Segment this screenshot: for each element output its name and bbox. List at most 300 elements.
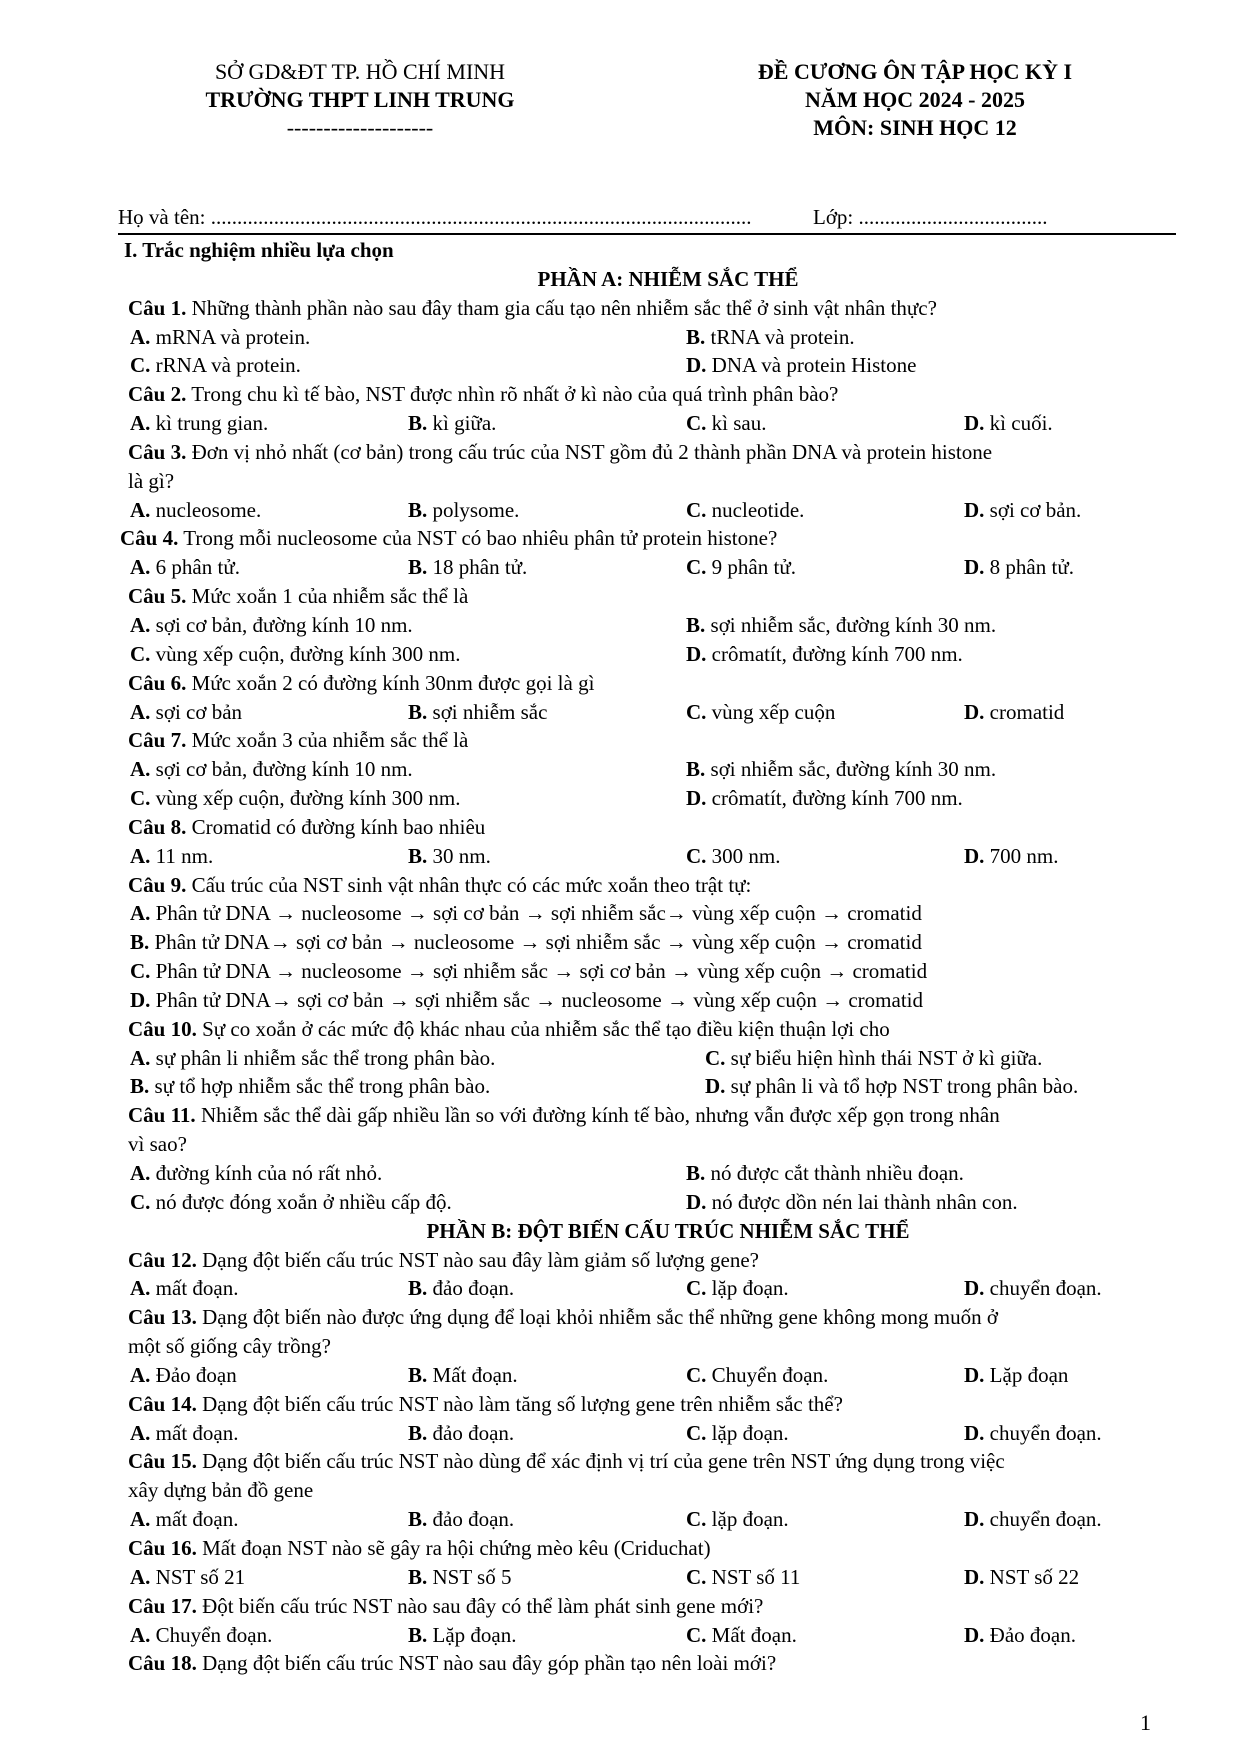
question-number: Câu 16. — [128, 1535, 197, 1560]
answer-option[interactable] — [130, 1159, 382, 1188]
option-letter: B. — [408, 1276, 428, 1301]
option-text: sự phân li nhiễm sắc thể trong phân bào. — [150, 1045, 496, 1070]
option-letter: A. — [130, 1420, 151, 1445]
header-left — [145, 58, 575, 142]
question-text: Trong chu kì tế bào, NST được nhìn rõ nhất ở kì nào của quá trình phân bào? — [186, 382, 839, 407]
option-text: nucleotide. — [706, 497, 805, 522]
question-number: Câu 9. — [128, 872, 187, 897]
document-title: ĐỀ CƯƠNG ÔN TẬP HỌC KỲ I — [757, 59, 1073, 84]
question-text-continued: xây dựng bản đồ gene — [128, 1478, 314, 1503]
option-text: mất đoạn. — [150, 1420, 239, 1445]
option-text: NST số 21 — [150, 1564, 246, 1589]
option-text: Phân tử DNA→ sợi cơ bản → sợi nhiễm sắc → nucleosome → vùng xếp cuộn → cromatid — [150, 987, 923, 1012]
question-stem — [118, 813, 1178, 842]
question-number: Câu 7. — [128, 728, 187, 753]
option-letter: D. — [964, 497, 985, 522]
option-text: 30 nm. — [427, 843, 491, 868]
question-stem — [118, 438, 1178, 467]
option-letter: D. — [964, 843, 985, 868]
option-text: đảo đoạn. — [427, 1276, 515, 1301]
answer-option[interactable] — [408, 1274, 514, 1303]
option-letter: B. — [408, 411, 428, 436]
option-letter: A. — [130, 1507, 151, 1532]
answer-option[interactable] — [130, 1072, 490, 1101]
question-text: Dạng đột biến cấu trúc NST nào sau đây làm giảm số lượng gene? — [196, 1247, 759, 1272]
option-letter: C. — [686, 1420, 707, 1445]
answer-option[interactable] — [686, 1505, 789, 1534]
option-letter: B. — [408, 1622, 428, 1647]
option-text: vùng xếp cuộn, đường kính 300 nm. — [150, 641, 461, 666]
question-text: Dạng đột biến cấu trúc NST nào dùng để xác định vị trí của gene trên NST ứng dụng trong việc — [196, 1449, 1005, 1474]
option-text: polysome. — [427, 497, 520, 522]
question-number: Câu 4. — [120, 526, 179, 551]
option-text: mRNA và protein. — [150, 324, 311, 349]
answer-option[interactable] — [408, 842, 491, 871]
answer-option[interactable] — [130, 986, 923, 1015]
option-text: đảo đoạn. — [427, 1420, 515, 1445]
answer-option[interactable] — [130, 698, 242, 727]
answer-option[interactable] — [130, 640, 460, 669]
header-right — [680, 58, 1150, 142]
question-stem — [118, 524, 1178, 553]
option-letter: C. — [130, 353, 151, 378]
answer-option[interactable] — [964, 1419, 1102, 1448]
option-text: đảo đoạn. — [427, 1507, 515, 1532]
option-text: Đảo đoạn — [150, 1362, 237, 1387]
question-stem — [118, 871, 1178, 900]
answer-option[interactable] — [130, 928, 922, 957]
option-text: Mất đoạn. — [706, 1622, 797, 1647]
question-stem — [118, 726, 1178, 755]
option-text: kì trung gian. — [150, 411, 269, 436]
question-stem — [118, 1101, 1178, 1130]
answer-option[interactable] — [408, 1505, 514, 1534]
option-letter: D. — [964, 1362, 985, 1387]
option-letter: C. — [686, 699, 707, 724]
option-letter: D. — [964, 1276, 985, 1301]
option-letter: B. — [686, 1161, 706, 1185]
option-letter: D. — [686, 353, 707, 378]
option-text: 18 phân tử. — [427, 555, 528, 580]
question-stem — [118, 380, 1178, 409]
option-letter: A. — [130, 757, 151, 782]
question-stem — [118, 1246, 1178, 1275]
section-title: I. Trắc nghiệm nhiều lựa chọn — [124, 238, 394, 262]
option-text: vùng xếp cuộn — [706, 699, 836, 724]
answer-option[interactable] — [130, 1188, 452, 1217]
option-text: crômatít, đường kính 700 nm. — [706, 641, 963, 666]
school-year: NĂM HỌC 2024 - 2025 — [805, 87, 1025, 112]
question-stem — [118, 1015, 1178, 1044]
answer-options-row — [118, 986, 1178, 1015]
answer-option[interactable] — [705, 1072, 1078, 1101]
question-text: Đột biến cấu trúc NST nào sau đây có thể làm phát sinh gene mới? — [196, 1593, 764, 1618]
part-heading: PHẦN A: NHIỄM SẮC THỂ — [537, 266, 799, 291]
question-stem — [118, 582, 1178, 611]
option-letter: A. — [130, 1161, 151, 1185]
answer-options-row — [118, 1419, 1178, 1448]
answer-options-row — [118, 899, 1178, 928]
option-letter: C. — [686, 411, 707, 436]
option-text: nó được dồn nén lai thành nhân con. — [706, 1189, 1018, 1214]
answer-option[interactable] — [130, 351, 301, 380]
option-letter: D. — [964, 1420, 985, 1445]
option-text: 11 nm. — [150, 843, 214, 868]
option-text: nó được cắt thành nhiều đoạn. — [705, 1161, 964, 1185]
answer-option[interactable] — [130, 1361, 237, 1390]
question-text: Dạng đột biến cấu trúc NST nào làm tăng số lượng gene trên nhiễm sắc thể? — [196, 1391, 843, 1416]
question-text: Mức xoắn 3 của nhiễm sắc thể là — [186, 728, 469, 753]
answer-options-row — [118, 640, 1178, 669]
option-letter: A. — [130, 324, 151, 349]
question-number: Câu 1. — [128, 295, 187, 320]
part-heading: PHẦN B: ĐỘT BIẾN CẤU TRÚC NHIỄM SẮC THỂ — [426, 1218, 910, 1243]
option-letter: B. — [408, 497, 428, 522]
answer-option[interactable] — [686, 784, 963, 813]
option-letter: B. — [408, 1420, 428, 1445]
option-letter: A. — [130, 1622, 151, 1647]
question-text: Đơn vị nhỏ nhất (cơ bản) trong cấu trúc của NST gồm đủ 2 thành phần DNA và protein histone — [186, 439, 993, 464]
option-letter: A. — [130, 901, 151, 926]
answer-option[interactable] — [130, 755, 413, 784]
answer-option[interactable] — [130, 1563, 245, 1592]
answer-option[interactable] — [964, 1274, 1102, 1303]
department-name: SỞ GD&ĐT TP. HỒ CHÍ MINH — [214, 59, 506, 84]
option-letter: C. — [705, 1045, 726, 1070]
answer-option[interactable] — [408, 553, 527, 582]
option-text: chuyển đoạn. — [984, 1276, 1102, 1301]
answer-option[interactable] — [408, 1361, 518, 1390]
option-text: 700 nm. — [984, 843, 1059, 868]
option-letter: D. — [686, 1189, 707, 1214]
question-text: Nhiễm sắc thể dài gấp nhiều lần so với đường kính tế bào, nhưng vẫn được xếp gọn trong nhân — [195, 1103, 1000, 1128]
question-content — [118, 236, 1178, 1678]
option-letter: B. — [686, 757, 706, 782]
option-letter: B. — [408, 843, 428, 868]
answer-option[interactable] — [130, 553, 240, 582]
header-rule — [118, 233, 1176, 235]
option-letter: D. — [964, 1564, 985, 1589]
answer-options-row — [118, 496, 1178, 525]
answer-options-row — [118, 553, 1178, 582]
answer-options-row — [118, 784, 1178, 813]
answer-options-row — [118, 1159, 1178, 1188]
option-text: sợi cơ bản — [150, 699, 243, 724]
subject: MÔN: SINH HỌC 12 — [813, 115, 1017, 140]
answer-option[interactable] — [964, 409, 1053, 438]
question-number: Câu 6. — [128, 670, 187, 695]
question-stem — [118, 1649, 1178, 1678]
option-text: Phân tử DNA → nucleosome → sợi cơ bản → sợi nhiễm sắc→ vùng xếp cuộn → cromatid — [150, 901, 922, 926]
option-text: sự phân li và tổ hợp NST trong phân bào. — [725, 1074, 1079, 1099]
option-letter: A. — [130, 1276, 151, 1301]
answer-option[interactable] — [130, 1505, 238, 1534]
question-text: Sự co xoắn ở các mức độ khác nhau của nhiễm sắc thể tạo điều kiện thuận lợi cho — [196, 1016, 890, 1041]
answer-options-row — [118, 842, 1178, 871]
option-text: Đảo đoạn. — [984, 1622, 1076, 1647]
answer-option[interactable] — [130, 409, 268, 438]
answer-option[interactable] — [686, 323, 855, 352]
option-letter: D. — [686, 786, 707, 811]
option-text: lặp đoạn. — [706, 1507, 789, 1532]
option-text: kì cuối. — [984, 411, 1053, 436]
question-number: Câu 11. — [128, 1103, 196, 1128]
option-text: sợi cơ bản. — [984, 497, 1082, 522]
option-letter: A. — [130, 1362, 151, 1387]
option-letter: A. — [130, 497, 151, 522]
question-text-continued: là gì? — [128, 468, 175, 493]
option-letter: C. — [130, 959, 151, 984]
option-text: Phân tử DNA→ sợi cơ bản → nucleosome → sợi nhiễm sắc → vùng xếp cuộn → cromatid — [149, 930, 922, 955]
option-letter: B. — [686, 324, 706, 349]
option-letter: D. — [705, 1074, 726, 1099]
question-number: Câu 3. — [128, 439, 187, 464]
question-text: Mức xoắn 2 có đường kính 30nm được gọi là gì — [186, 670, 595, 695]
answer-option[interactable] — [408, 698, 547, 727]
option-text: Lặp đoạn. — [427, 1622, 517, 1647]
option-letter: B. — [686, 612, 706, 637]
question-text: Dạng đột biến nào được ứng dụng để loại khỏi nhiễm sắc thể những gene không mong muốn ở — [196, 1305, 998, 1330]
option-letter: C. — [686, 1507, 707, 1532]
answer-options-row — [118, 1188, 1178, 1217]
answer-option[interactable] — [130, 496, 261, 525]
option-text: tRNA và protein. — [705, 324, 855, 349]
answer-options-row — [118, 1072, 1178, 1101]
answer-options-row — [118, 755, 1178, 784]
question-stem — [118, 1534, 1178, 1563]
option-text: lặp đoạn. — [706, 1276, 789, 1301]
option-text: 6 phân tử. — [150, 555, 240, 580]
option-text: sợi nhiễm sắc, đường kính 30 nm. — [705, 757, 997, 782]
question-number: Câu 18. — [128, 1651, 197, 1676]
question-stem — [118, 1447, 1178, 1476]
question-number: Câu 17. — [128, 1593, 197, 1618]
option-text: Phân tử DNA → nucleosome → sợi nhiễm sắc → sợi cơ bản → vùng xếp cuộn → cromatid — [150, 959, 928, 984]
option-letter: A. — [130, 555, 151, 580]
option-letter: A. — [130, 699, 151, 724]
option-letter: C. — [686, 843, 707, 868]
answer-option[interactable] — [130, 1274, 238, 1303]
answer-option[interactable] — [964, 496, 1081, 525]
answer-option[interactable] — [705, 1044, 1042, 1073]
student-info-row — [118, 205, 1178, 231]
option-text: cromatid — [984, 699, 1065, 724]
option-letter: C. — [130, 1189, 151, 1214]
option-letter: D. — [686, 641, 707, 666]
question-text: Cromatid có đường kính bao nhiêu — [186, 814, 486, 839]
option-text: sự tổ hợp nhiễm sắc thể trong phân bào. — [149, 1074, 491, 1099]
option-letter: B. — [408, 1362, 428, 1387]
option-text: mất đoạn. — [150, 1507, 239, 1532]
page-number: 1 — [1140, 1710, 1151, 1735]
option-letter: B. — [130, 1074, 150, 1099]
option-text: Chuyển đoạn. — [706, 1362, 829, 1387]
answer-option[interactable] — [408, 409, 496, 438]
option-text: mất đoạn. — [150, 1276, 239, 1301]
option-text: chuyển đoạn. — [984, 1507, 1102, 1532]
option-text: rRNA và protein. — [150, 353, 301, 378]
option-text: 8 phân tử. — [984, 555, 1074, 580]
option-letter: D. — [964, 411, 985, 436]
school-name: TRƯỜNG THPT LINH TRUNG — [205, 87, 515, 112]
option-letter: B. — [408, 1507, 428, 1532]
option-text: sự biểu hiện hình thái NST ở kì giữa. — [725, 1045, 1043, 1070]
answer-options-row — [118, 1505, 1178, 1534]
answer-option[interactable] — [686, 698, 835, 727]
answer-options-row — [118, 1274, 1178, 1303]
option-text: sợi cơ bản, đường kính 10 nm. — [150, 757, 413, 782]
answer-option[interactable] — [686, 640, 963, 669]
option-letter: C. — [130, 786, 151, 811]
question-stem — [118, 1390, 1178, 1419]
question-text: Mức xoắn 1 của nhiễm sắc thể là — [186, 584, 469, 609]
question-text: Những thành phần nào sau đây tham gia cấu tạo nên nhiễm sắc thể ở sinh vật nhân thực? — [186, 295, 937, 320]
question-text: Cấu trúc của NST sinh vật nhân thực có các mức xoắn theo trật tự: — [186, 872, 752, 897]
option-text: 9 phân tử. — [706, 555, 796, 580]
option-text: Mất đoạn. — [427, 1362, 518, 1387]
answer-option[interactable] — [130, 1621, 272, 1650]
answer-option[interactable] — [686, 1188, 1018, 1217]
option-letter: B. — [408, 1564, 428, 1589]
option-letter: D. — [130, 987, 151, 1012]
question-number: Câu 2. — [128, 382, 187, 407]
option-letter: A. — [130, 1045, 151, 1070]
question-stem — [118, 1592, 1178, 1621]
question-text: Trong mỗi nucleosome của NST có bao nhiêu phân tử protein histone? — [178, 526, 778, 551]
question-text: Mất đoạn NST nào sẽ gây ra hội chứng mèo kêu (Criduchat) — [196, 1535, 711, 1560]
option-text: NST số 11 — [706, 1564, 801, 1589]
option-letter: B. — [130, 930, 150, 955]
option-text: đường kính của nó rất nhỏ. — [150, 1161, 383, 1185]
answer-option[interactable] — [130, 842, 213, 871]
option-text: crômatít, đường kính 700 nm. — [706, 786, 963, 811]
answer-option[interactable] — [130, 784, 460, 813]
option-letter: A. — [130, 1564, 151, 1589]
answer-option[interactable] — [408, 496, 519, 525]
question-stem — [118, 1303, 1178, 1332]
answer-option[interactable] — [964, 1505, 1102, 1534]
answer-options-row — [118, 611, 1178, 640]
option-text: nucleosome. — [150, 497, 262, 522]
option-text: sợi nhiễm sắc, đường kính 30 nm. — [705, 612, 997, 637]
option-letter: C. — [130, 641, 151, 666]
question-number: Câu 15. — [128, 1449, 197, 1474]
answer-options-row — [118, 928, 1178, 957]
option-text: kì giữa. — [427, 411, 497, 436]
answer-option[interactable] — [686, 351, 916, 380]
answer-option[interactable] — [130, 957, 927, 986]
answer-option[interactable] — [130, 611, 413, 640]
answer-option[interactable] — [686, 496, 804, 525]
option-text: chuyển đoạn. — [984, 1420, 1102, 1445]
answer-option[interactable] — [686, 1274, 789, 1303]
answer-option[interactable] — [408, 1563, 511, 1592]
option-letter: A. — [130, 843, 151, 868]
question-number: Câu 12. — [128, 1247, 197, 1272]
question-number: Câu 8. — [128, 814, 187, 839]
answer-options-row — [118, 1361, 1178, 1390]
answer-option[interactable] — [686, 1419, 789, 1448]
answer-option[interactable] — [964, 698, 1064, 727]
answer-option[interactable] — [686, 553, 796, 582]
question-text: Dạng đột biến cấu trúc NST nào sau đây góp phần tạo nên loài mới? — [196, 1651, 777, 1676]
answer-option[interactable] — [408, 1419, 514, 1448]
answer-option[interactable] — [686, 1361, 828, 1390]
answer-options-row — [118, 698, 1178, 727]
student-class-field[interactable]: Lớp: .................................... — [813, 205, 1048, 229]
option-letter: C. — [686, 1362, 707, 1387]
option-letter: D. — [964, 1622, 985, 1647]
answer-options-row — [118, 1621, 1178, 1650]
option-letter: B. — [408, 699, 428, 724]
answer-option[interactable] — [130, 1044, 495, 1073]
option-letter: A. — [130, 411, 151, 436]
option-letter: C. — [686, 497, 707, 522]
answer-option[interactable] — [964, 1621, 1076, 1650]
answer-option[interactable] — [964, 842, 1059, 871]
header-divider: -------------------- — [286, 115, 434, 140]
answer-options-row — [118, 957, 1178, 986]
answer-option[interactable] — [686, 1159, 964, 1188]
option-letter: D. — [964, 1507, 985, 1532]
answer-options-row — [118, 1563, 1178, 1592]
option-letter: D. — [964, 699, 985, 724]
question-number: Câu 5. — [128, 584, 187, 609]
answer-option[interactable] — [964, 553, 1074, 582]
question-stem — [118, 669, 1178, 698]
student-name-field[interactable]: Họ và tên: ....................................................................................................... — [118, 205, 752, 229]
option-letter: C. — [686, 1564, 707, 1589]
question-text-continued: một số giống cây trồng? — [128, 1334, 331, 1359]
question-number: Câu 10. — [128, 1016, 197, 1041]
option-text: nó được đóng xoắn ở nhiều cấp độ. — [150, 1189, 452, 1214]
answer-option[interactable] — [408, 1621, 517, 1650]
option-text: lặp đoạn. — [706, 1420, 789, 1445]
answer-option[interactable] — [686, 611, 996, 640]
option-text: NST số 22 — [984, 1564, 1080, 1589]
answer-option[interactable] — [130, 323, 310, 352]
answer-option[interactable] — [686, 1563, 800, 1592]
option-letter: C. — [686, 555, 707, 580]
answer-option[interactable] — [686, 755, 996, 784]
question-number: Câu 14. — [128, 1391, 197, 1416]
option-letter: B. — [408, 555, 428, 580]
answer-option[interactable] — [686, 1621, 797, 1650]
option-letter: A. — [130, 612, 151, 637]
answer-options-row — [118, 323, 1178, 352]
option-text: Chuyển đoạn. — [150, 1622, 273, 1647]
option-text: Lặp đoạn — [984, 1362, 1069, 1387]
option-letter: D. — [964, 555, 985, 580]
answer-option[interactable] — [964, 1361, 1068, 1390]
answer-options-row — [118, 1044, 1178, 1073]
answer-option[interactable] — [686, 842, 781, 871]
answer-option[interactable] — [686, 409, 767, 438]
answer-options-row — [118, 409, 1178, 438]
option-text: 300 nm. — [706, 843, 781, 868]
option-text: DNA và protein Histone — [706, 353, 917, 378]
option-text: kì sau. — [706, 411, 767, 436]
answer-option[interactable] — [964, 1563, 1079, 1592]
answer-option[interactable] — [130, 1419, 238, 1448]
option-text: sợi nhiễm sắc — [427, 699, 548, 724]
question-number: Câu 13. — [128, 1305, 197, 1330]
question-text-continued: vì sao? — [128, 1132, 187, 1157]
answer-options-row — [118, 351, 1178, 380]
answer-option[interactable] — [130, 899, 922, 928]
option-letter: C. — [686, 1276, 707, 1301]
option-text: NST số 5 — [427, 1564, 512, 1589]
